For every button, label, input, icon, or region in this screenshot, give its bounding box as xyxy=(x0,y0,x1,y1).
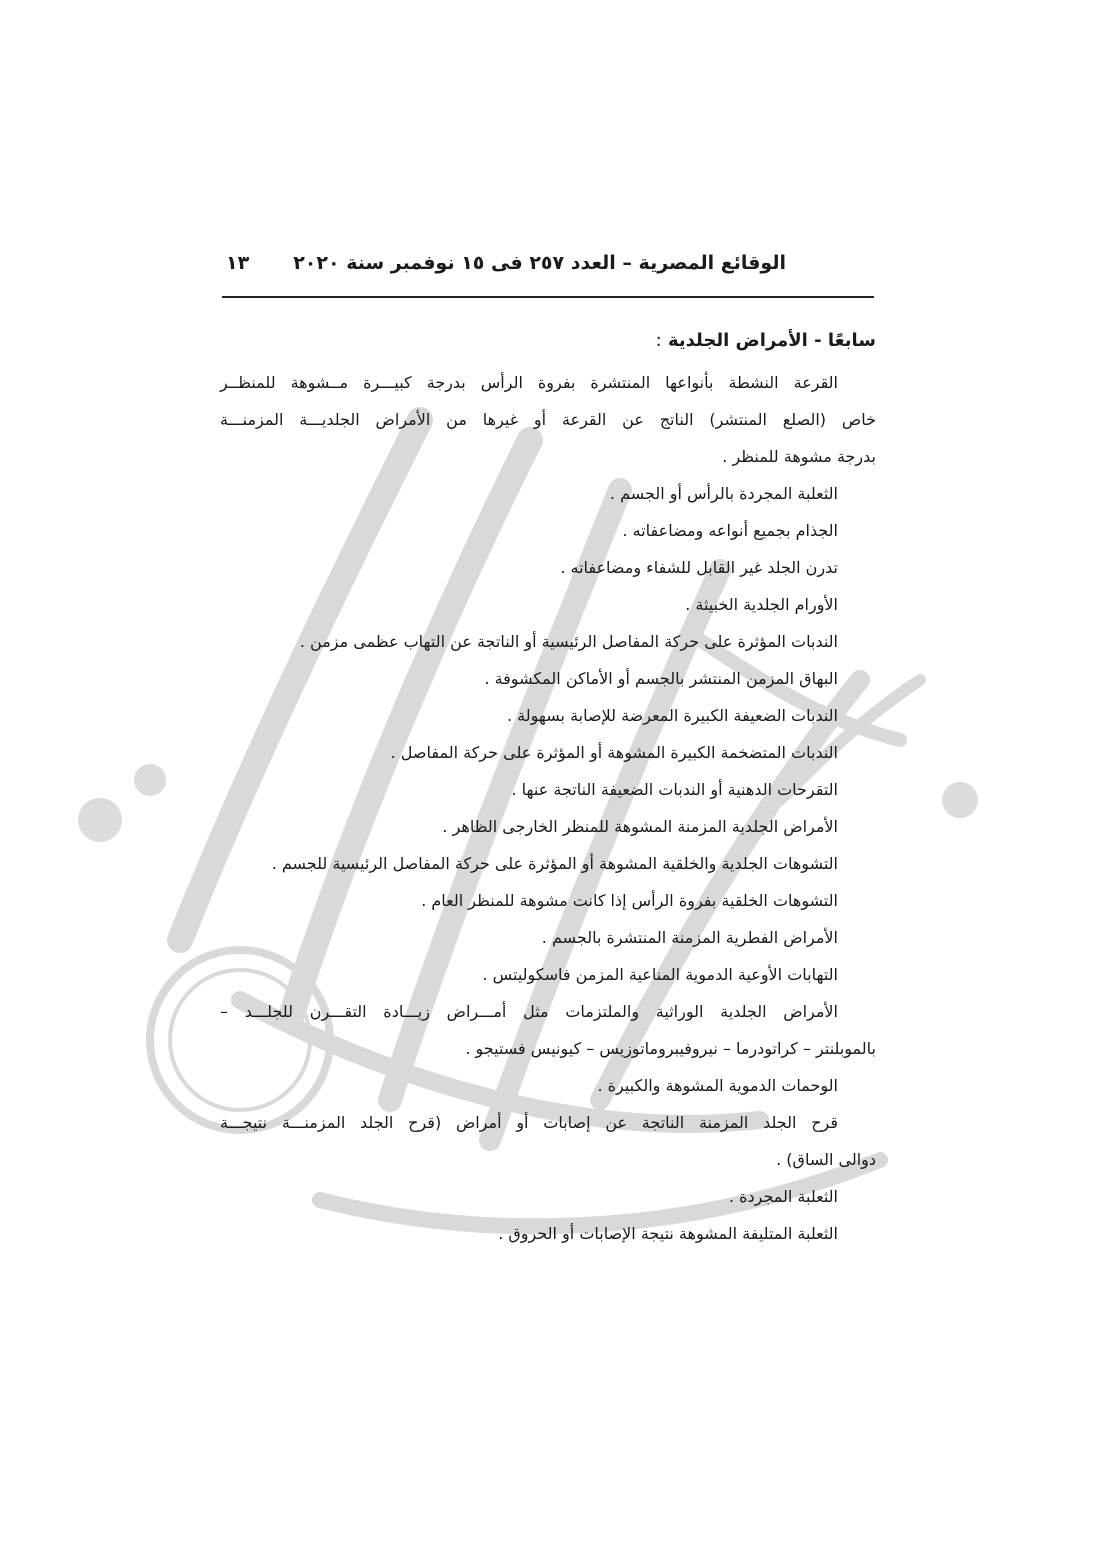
document-body xyxy=(220,326,876,1252)
list-item: الثعلبة المجردة . xyxy=(728,1187,838,1206)
list-item: تدرن الجلد غير القابل للشفاء ومضاعفاته . xyxy=(560,558,838,577)
list-item: الندبات الضعيفة الكبيرة المعرضة للإصابة بسهولة . xyxy=(507,706,838,725)
text-line: بالموبلنتر – كراتودرما – نيروفيبروماتوزيس – كيونيس فستيجو . xyxy=(465,1039,876,1058)
list-item: الندبات المتضخمة الكبيرة المشوهة أو المؤثرة على حركة المفاصل . xyxy=(390,743,838,762)
list-item: الثعلبة المجردة بالرأس أو الجسم . xyxy=(609,484,838,503)
list-item: الندبات المؤثرة على حركة المفاصل الرئيسية أو الناتجة عن التهاب عظمى مزمن . xyxy=(299,632,838,651)
text-line: خاص (الصلع المنتشر) الناتج عن القرعة أو غيرها من الأمراض الجلديـــة المزمنـــة xyxy=(220,410,876,429)
list-item: الأمراض الفطرية المزمنة المنتشرة بالجسم . xyxy=(541,928,838,947)
list-item: الوحمات الدموية المشوهة والكبيرة . xyxy=(597,1076,838,1095)
list-item: الثعلبة المتليفة المشوهة نتيجة الإصابات أو الحروق . xyxy=(498,1224,838,1243)
page-number: ١٣ xyxy=(226,252,250,274)
header-divider xyxy=(222,296,874,298)
section-heading-colon: : xyxy=(655,330,662,351)
list-item: التقرحات الدهنية أو الندبات الضعيفة الناتجة عنها . xyxy=(511,780,838,799)
list-item: الأمراض الجلدية الوراثية والملتزمات مثل أمـــراض زيـــادة التقـــرن للجلـــد – xyxy=(220,1002,838,1021)
list-item: التشوهات الجلدية والخلقية المشوهة أو المؤثرة على حركة المفاصل الرئيسية للجسم . xyxy=(271,854,838,873)
page-header xyxy=(222,252,874,292)
section-heading-text: سابعًا - الأمراض الجلدية xyxy=(667,330,876,351)
list-item: الجذام بجميع أنواعه ومضاعفاته . xyxy=(622,521,838,540)
section-heading xyxy=(220,326,876,364)
list-item: الأورام الجلدية الخبيثة . xyxy=(685,595,838,614)
list-item: قرح الجلد المزمنة الناتجة عن إصابات أو أمراض (قرح الجلد المزمنـــة نتيجـــة xyxy=(220,1113,838,1132)
list-item: التهابات الأوعية الدموية المناعية المزمن فاسكوليتس . xyxy=(482,965,838,984)
text-line: القرعة النشطة بأنواعها المنتشرة بفروة الرأس بدرجة كبيـــرة مــشوهة للمنظــر xyxy=(220,373,838,392)
list-item: البهاق المزمن المنتشر بالجسم أو الأماكن المكشوفة . xyxy=(484,669,838,688)
text-line: دوالى الساق) . xyxy=(776,1150,876,1169)
list-item: الأمراض الجلدية المزمنة المشوهة للمنظر الخارجى الظاهر . xyxy=(442,817,838,836)
text-line: بدرجة مشوهة للمنظر . xyxy=(722,447,876,466)
header-title: الوقائع المصرية – العدد ٢٥٧ فى ١٥ نوفمبر سنة ٢٠٢٠ xyxy=(293,252,786,274)
list-item: التشوهات الخلقية بفروة الرأس إذا كانت مشوهة للمنظر العام . xyxy=(421,891,838,910)
